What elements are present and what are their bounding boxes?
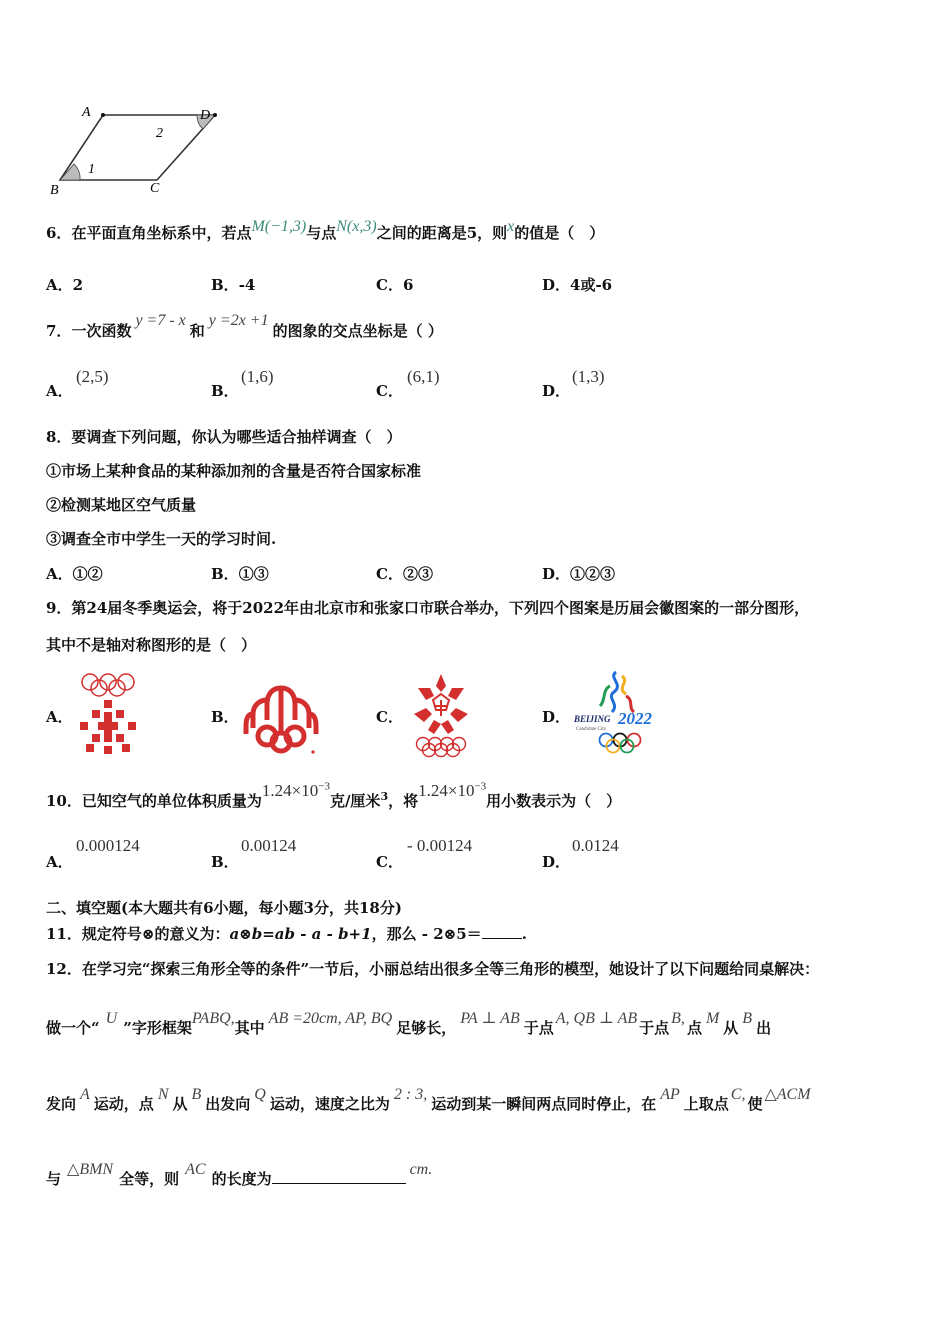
label-angle2: 2 bbox=[156, 126, 163, 141]
q12-answer-blank[interactable] bbox=[272, 1183, 406, 1184]
q7-option-b: B． bbox=[211, 382, 239, 400]
q9-option-d: D． bbox=[542, 708, 571, 726]
q11-stem: 11．规定符号⊗的意义为：a⊗b=ab - a - b+1，那么 - 2⊗5＝ . bbox=[46, 925, 527, 943]
q7-option-d: D． bbox=[542, 382, 571, 400]
q7-option-a-value: (2,5) bbox=[76, 367, 109, 386]
angle-1-arc bbox=[60, 164, 80, 180]
q8-stem: 8．要调查下列问题，你认为哪些适合抽样调查（ ） bbox=[46, 428, 402, 446]
q7-option-c: C． bbox=[376, 382, 403, 400]
calgary-emblem-icon bbox=[410, 670, 472, 760]
q9-stem-line2: 其中不是轴对称图形的是（ ） bbox=[46, 636, 257, 654]
q8-option-c: C．②③ bbox=[376, 565, 433, 583]
q10-stem: 10．已知空气的单位体积质量为$1.24\times 10^{-3}$克/厘米$^3$，将$1.24\times 10^{-3}$用小数表示为（ ） bbox=[46, 780, 622, 810]
q12-line4: 与△BMN全等，则AC的长度为cm. bbox=[46, 1161, 433, 1188]
q10-option-b: B． bbox=[211, 853, 239, 871]
q12-line1: 12．在学习完“探索三角形全等的条件”一节后，小丽总结出很多全等三角形的模型，她设计了以下问题给同桌解决： bbox=[46, 960, 820, 978]
beijing-text: BEIJING bbox=[574, 714, 611, 724]
q10-option-b-value: 0.00124 bbox=[241, 836, 297, 855]
q6-stem: 6．在平面直角坐标系中，若点M(−1,3)与点N(x,3)之间的距离是5，则x的值是（ ） bbox=[46, 218, 605, 242]
q8-item-2: ②检测某地区空气质量 bbox=[46, 496, 197, 514]
section-2-heading: 二、填空题(本大题共有6小题，每小题3分，共18分) bbox=[46, 899, 402, 917]
q10-option-d: D． bbox=[542, 853, 571, 871]
q6-option-d: D．4或-6 bbox=[542, 276, 613, 294]
q10-option-c-value: - 0.00124 bbox=[407, 836, 473, 855]
q10-option-a-value: 0.000124 bbox=[76, 836, 140, 855]
beijing-2022-emblem-icon bbox=[572, 666, 664, 758]
parallelogram bbox=[60, 115, 215, 180]
q9-option-c: C． bbox=[376, 708, 403, 726]
montreal-emblem-icon bbox=[243, 684, 319, 756]
q8-option-a: A．①② bbox=[46, 565, 103, 583]
parallelogram-figure bbox=[40, 98, 230, 200]
q7-option-c-value: (6,1) bbox=[407, 367, 440, 386]
sarajevo-emblem-icon bbox=[76, 668, 140, 758]
label-angle1: 1 bbox=[88, 162, 95, 177]
q7-option-a: A． bbox=[46, 382, 73, 400]
q10-option-d-value: 0.0124 bbox=[572, 836, 619, 855]
q7-stem: 7．一次函数y =7 - x和y =2x +1的图象的交点坐标是（ ） bbox=[46, 312, 443, 340]
q12-line3: 发向A运动，点N从B出发向Q运动，速度之比为2 : 3,运动到某一瞬间两点同时停止，在AP上取点C,使△ACM bbox=[46, 1086, 811, 1113]
q11-answer-blank[interactable] bbox=[482, 938, 522, 939]
year-text: 2022 bbox=[618, 709, 652, 728]
q7-option-b-value: (1,6) bbox=[241, 367, 274, 386]
q9-option-b: B． bbox=[211, 708, 239, 726]
q10-option-c: C． bbox=[376, 853, 403, 871]
q6-option-b: B．-4 bbox=[211, 276, 256, 294]
q8-option-b: B．①③ bbox=[211, 565, 269, 583]
q9-stem-line1: 9．第24届冬季奥运会，将于2022年由北京市和张家口市联合举办，下列四个图案是历届会徽图案的一部分图形， bbox=[46, 599, 810, 617]
q8-item-3: ③调查全市中学生一天的学习时间. bbox=[46, 530, 277, 548]
q12-line2: 做一个“U”字形框架PABQ,其中AB =20cm, AP, BQ足够长，PA ⊥ AB于点A, QB ⊥ AB于点B,点M从B出 bbox=[46, 1010, 772, 1037]
q8-item-1: ①市场上某种食品的某种添加剂的含量是否符合国家标准 bbox=[46, 462, 422, 480]
q6-option-a: A．2 bbox=[46, 276, 84, 294]
q8-option-d: D．①②③ bbox=[542, 565, 616, 583]
candidate-city-text: Candidate City bbox=[576, 727, 607, 732]
label-B: B bbox=[50, 183, 59, 198]
q10-option-a: A． bbox=[46, 853, 73, 871]
q7-option-d-value: (1,3) bbox=[572, 367, 605, 386]
label-C: C bbox=[150, 181, 160, 196]
q9-option-a: A． bbox=[46, 708, 73, 726]
label-A: A bbox=[82, 105, 91, 120]
q6-option-c: C．6 bbox=[376, 276, 414, 294]
label-D: D bbox=[200, 108, 211, 123]
